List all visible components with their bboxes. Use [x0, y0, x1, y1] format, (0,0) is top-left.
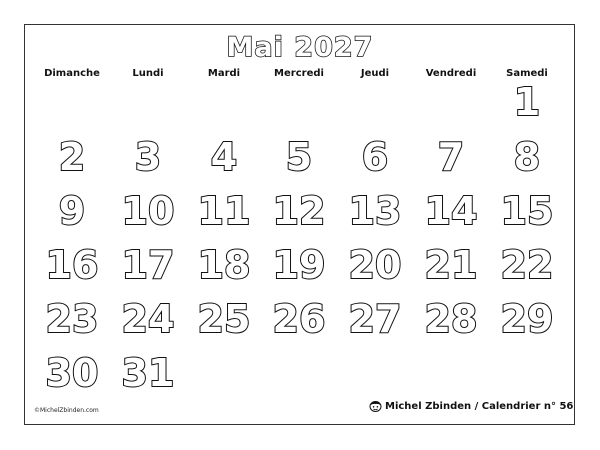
day-cell: 15 [500, 189, 554, 233]
weekday-header: Lundi [132, 68, 164, 79]
day-cell: 3 [134, 135, 162, 179]
copyright-text: ©MichelZbinden.com [34, 407, 99, 414]
day-cell: 4 [210, 135, 238, 179]
weekday-header: Mercredi [274, 68, 324, 79]
day-cell: 8 [513, 135, 541, 179]
credit-text: Michel Zbinden / Calendrier n° 56 [385, 400, 574, 412]
day-cell: 6 [361, 135, 389, 179]
day-cell: 5 [285, 135, 313, 179]
day-cell: 25 [197, 297, 251, 341]
day-cell: 12 [272, 189, 326, 233]
day-cell: 17 [121, 243, 175, 287]
day-cell: 2 [58, 135, 86, 179]
day-cell: 22 [500, 243, 554, 287]
day-cell: 16 [45, 243, 99, 287]
day-cell: 7 [437, 135, 465, 179]
day-cell: 14 [424, 189, 478, 233]
day-cell: 24 [121, 297, 175, 341]
weekday-header: Jeudi [360, 68, 390, 79]
day-cell: 29 [500, 297, 554, 341]
day-cell: 10 [121, 189, 175, 233]
day-cell: 30 [45, 351, 99, 395]
weekday-header: Dimanche [44, 68, 100, 79]
credit-line [369, 399, 573, 413]
cartoon-face-icon [369, 400, 382, 412]
day-cell: 20 [348, 243, 402, 287]
day-cell: 31 [121, 351, 175, 395]
day-cell: 19 [272, 243, 326, 287]
weekday-header: Samedi [506, 68, 548, 79]
day-cell: 26 [272, 297, 326, 341]
day-cell: 11 [197, 189, 251, 233]
day-cell: 21 [424, 243, 478, 287]
day-cell: 1 [513, 80, 541, 124]
weekday-header: Vendredi [425, 68, 477, 79]
day-cell: 23 [45, 297, 99, 341]
day-cell: 28 [424, 297, 478, 341]
day-cell: 27 [348, 297, 402, 341]
day-cell: 13 [348, 189, 402, 233]
day-cell: 9 [58, 189, 86, 233]
day-cell: 18 [197, 243, 251, 287]
weekday-header: Mardi [207, 68, 241, 79]
calendar-title: Mai 2027 [226, 32, 374, 63]
